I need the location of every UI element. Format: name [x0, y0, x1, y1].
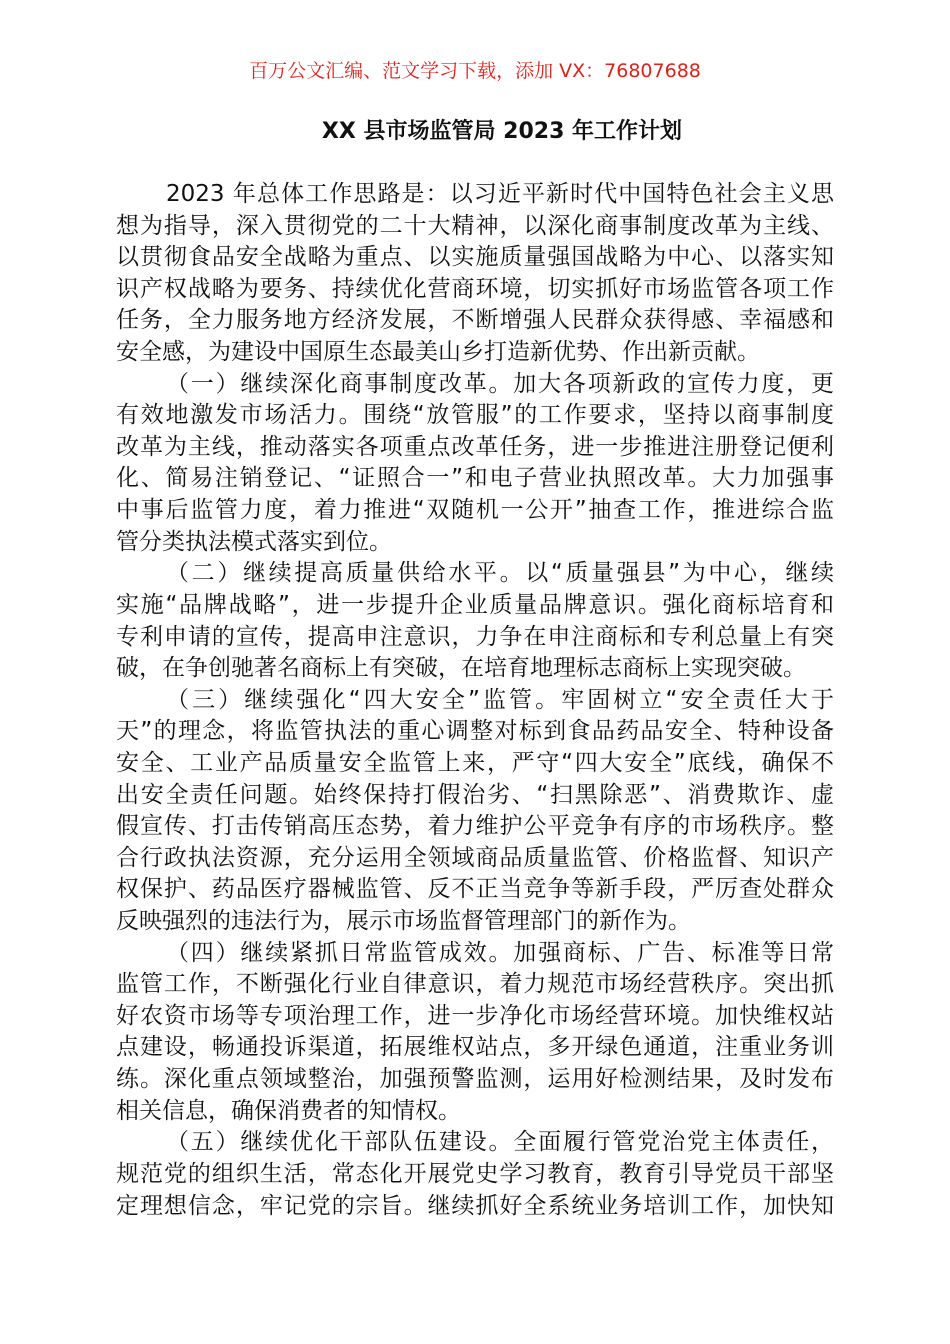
watermark-header: 百万公文汇编、范文学习下载，添加 VX：76807688 [249, 60, 701, 82]
paragraph-line: 练。深化重点领域整治，加强预警监测，运用好检测结果，及时发布 [116, 1066, 834, 1093]
paragraph-line: 化、简易注销登记、“证照合一”和电子营业执照改革。大力加强事 [116, 465, 834, 492]
paragraph-line: 监管工作，不断强化行业自律意识，着力规范市场经营秩序。突出抓 [116, 971, 834, 998]
paragraph-line: 假宣传、打击传销高压态势，着力维护公平竞争有序的市场秩序。整 [116, 813, 834, 840]
paragraph-line: 相关信息，确保消费者的知情权。 [116, 1097, 461, 1124]
paragraph [116, 558, 834, 684]
paragraph-line: 安全感，为建设中国原生态最美山乡打造新优势、作出新贡献。 [116, 339, 760, 366]
paragraph-line: 想为指导，深入贯彻党的二十大精神，以深化商事制度改革为主线、 [116, 212, 834, 239]
paragraph-line: 好农资市场等专项治理工作，进一步净化市场经营环境。加快维权站 [116, 1002, 834, 1029]
paragraph-line: 2023 年总体工作思路是：以习近平新时代中国特色社会主义思 [166, 181, 834, 207]
paragraph-line: （二）继续提高质量供给水平。以“质量强县”为中心，继续 [166, 560, 834, 587]
paragraph [116, 938, 834, 1128]
paragraph-line: （一）继续深化商事制度改革。加大各项新政的宣传力度，更 [166, 370, 834, 397]
paragraph-line: （三）继续强化“四大安全”监管。牢固树立“安全责任大于 [166, 686, 834, 713]
document-title: XX 县市场监管局 2023 年工作计划 [321, 119, 683, 144]
paragraph-line: 识产权战略为要务、持续优化营商环境，切实抓好市场监管各项工作 [116, 275, 834, 302]
paragraph [116, 1127, 834, 1222]
paragraph [116, 179, 834, 369]
paragraph-line: 定理想信念，牢记党的宗旨。继续抓好全系统业务培训工作，加快知 [116, 1192, 834, 1219]
paragraph-line: 实施“品牌战略”，进一步提升企业质量品牌意识。强化商标培育和 [116, 591, 834, 618]
paragraph-line: 管分类执法模式落实到位。 [116, 528, 392, 555]
paragraph-line: 有效地激发市场活力。围绕“放管服”的工作要求，坚持以商事制度 [116, 402, 834, 429]
paragraph-line: （四）继续紧抓日常监管成效。加强商标、广告、标准等日常 [166, 939, 834, 966]
paragraph-line: 中事后监管力度，着力推进“双随机一公开”抽查工作，推进综合监 [116, 497, 834, 524]
paragraph-line: 反映强烈的违法行为，展示市场监督管理部门的新作为。 [116, 908, 691, 935]
paragraph-line: （五）继续优化干部队伍建设。全面履行管党治党主体责任， [166, 1129, 834, 1156]
paragraph-line: 任务，全力服务地方经济发展，不断增强人民群众获得感、幸福感和 [116, 307, 834, 334]
paragraph-line: 规范党的组织生活，常态化开展党史学习教育，教育引导党员干部坚 [116, 1160, 834, 1187]
paragraph-line: 安全、工业产品质量安全监管上来，严守“四大安全”底线，确保不 [116, 749, 834, 776]
paragraph [116, 685, 834, 938]
paragraph-line: 合行政执法资源，充分运用全领域商品质量监管、价格监督、知识产 [116, 844, 834, 871]
document-body [116, 179, 834, 1222]
paragraph-line: 点建设，畅通投诉渠道，拓展维权站点，多开绿色通道，注重业务训 [116, 1034, 834, 1061]
paragraph-line: 出安全责任问题。始终保持打假治劣、“扫黑除恶”、消费欺诈、虚 [116, 781, 834, 808]
paragraph-line: 专利申请的宣传，提高申注意识，力争在申注商标和专利总量上有突 [116, 623, 834, 650]
paragraph-line: 以贯彻食品安全战略为重点、以实施质量强国战略为中心、以落实知 [116, 244, 834, 271]
paragraph-line: 权保护、药品医疗器械监管、反不正当竞争等新手段，严厉查处群众 [116, 876, 834, 903]
paragraph-line: 破，在争创驰著名商标上有突破，在培育地理标志商标上实现突破。 [116, 655, 806, 682]
paragraph-line: 改革为主线，推动落实各项重点改革任务，进一步推进注册登记便利 [116, 433, 834, 460]
paragraph [116, 369, 834, 559]
paragraph-line: 天”的理念，将监管执法的重心调整对标到食品药品安全、特种设备 [116, 718, 834, 745]
